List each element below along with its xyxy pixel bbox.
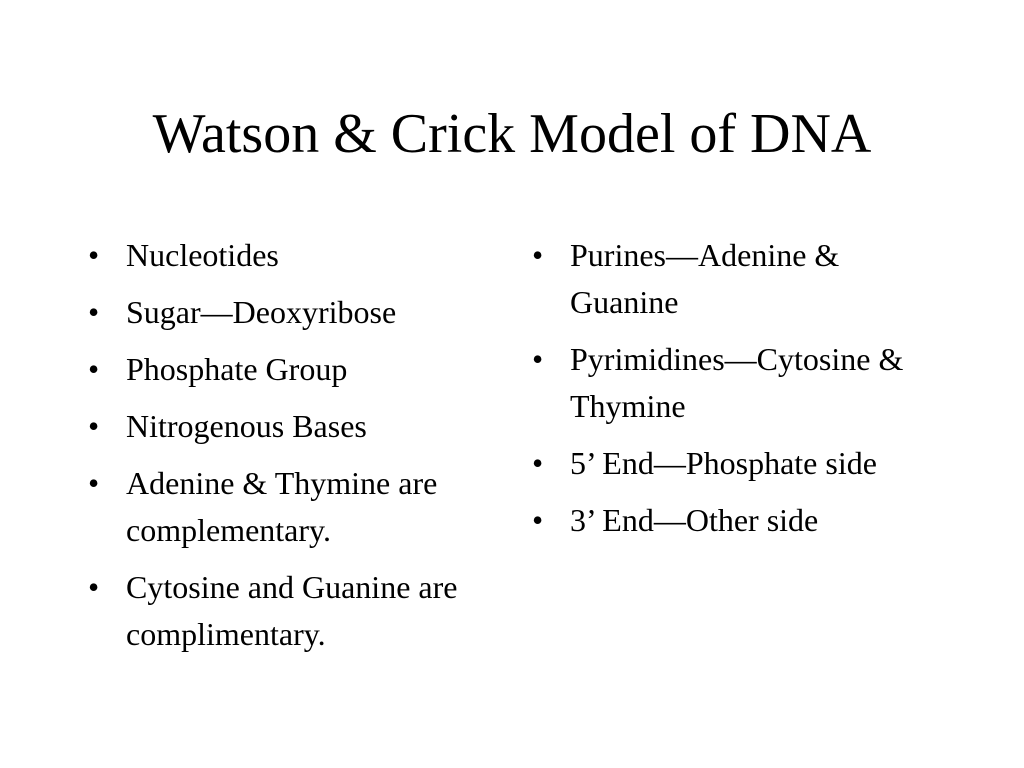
bullet-icon: • xyxy=(532,445,544,481)
bullet-icon: • xyxy=(88,408,100,444)
right-bullet-list xyxy=(532,232,952,554)
bullet-icon: • xyxy=(88,465,100,501)
bullet-item xyxy=(88,289,498,336)
bullet-icon: • xyxy=(532,502,544,538)
bullet-icon: • xyxy=(88,294,100,330)
bullet-item xyxy=(88,346,498,393)
bullet-item xyxy=(532,497,952,544)
bullet-text: Nucleotides xyxy=(126,237,279,273)
bullet-text: Sugar—Deoxyribose xyxy=(126,294,397,330)
bullet-text: 5’ End—Phosphate side xyxy=(570,445,877,481)
bullet-item xyxy=(88,460,498,554)
bullet-text: Purines—Adenine & Guanine xyxy=(570,237,840,320)
bullet-icon: • xyxy=(532,237,544,273)
bullet-icon: • xyxy=(88,569,100,605)
bullet-item xyxy=(88,403,498,450)
bullet-icon: • xyxy=(88,351,100,387)
bullet-item xyxy=(532,232,952,326)
bullet-text: Nitrogenous Bases xyxy=(126,408,367,444)
bullet-text: 3’ End—Other side xyxy=(570,502,819,538)
bullet-text: Cytosine and Guanine are complimentary. xyxy=(126,569,458,652)
bullet-item xyxy=(532,336,952,430)
bullet-icon: • xyxy=(88,237,100,273)
bullet-icon: • xyxy=(532,341,544,377)
slide-title: Watson & Crick Model of DNA xyxy=(152,103,872,165)
bullet-text: Phosphate Group xyxy=(126,351,348,387)
left-bullet-list xyxy=(88,232,498,668)
bullet-item xyxy=(88,232,498,279)
bullet-text: Pyrimidines—Cytosine & Thymine xyxy=(570,341,904,424)
bullet-item xyxy=(88,564,498,658)
bullet-item xyxy=(532,440,952,487)
bullet-text: Adenine & Thymine are complementary. xyxy=(126,465,438,548)
